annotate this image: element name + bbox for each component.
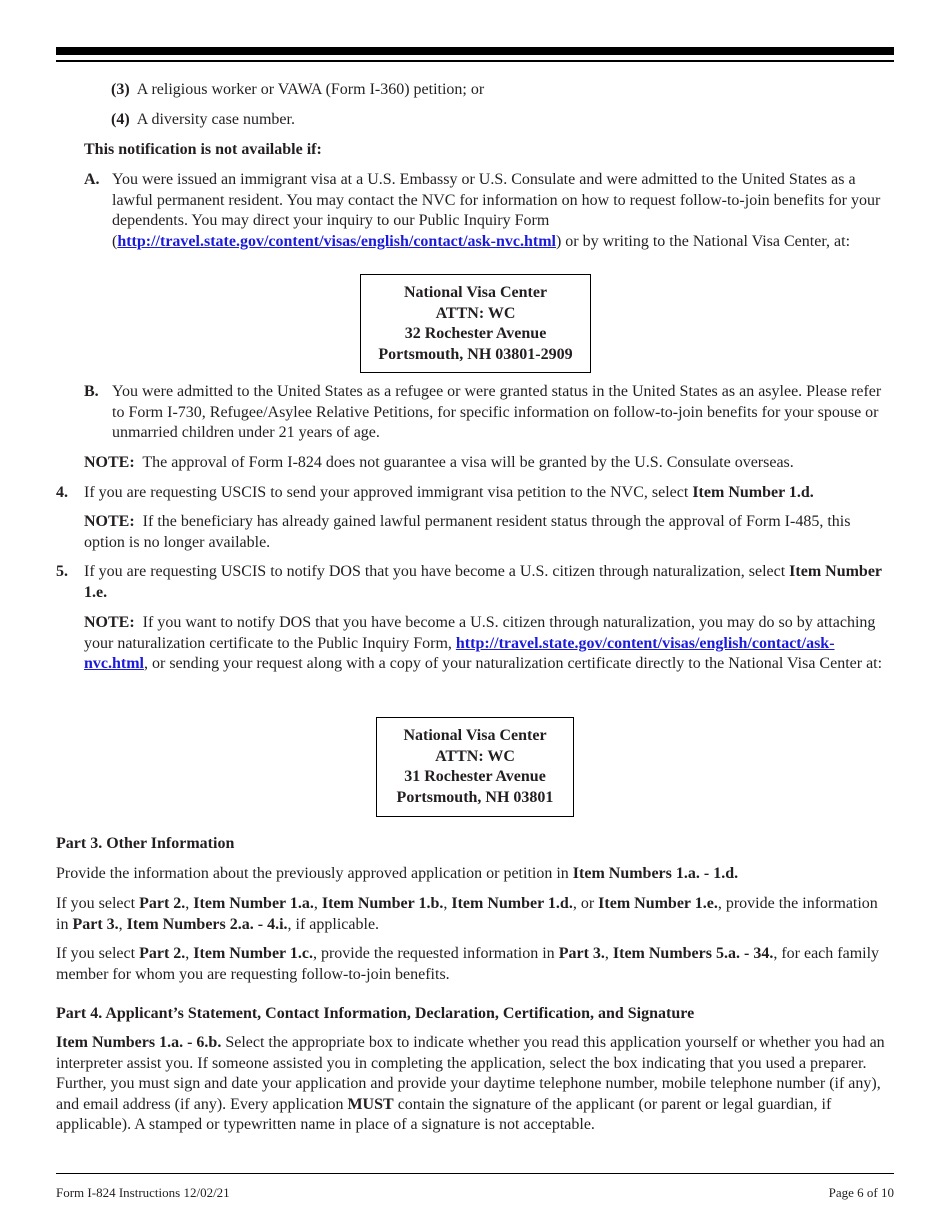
note-2-text: If the beneficiary has already gained lawful permanent resident status through the approval of Form I-485, this option is no longer available. — [84, 513, 851, 551]
p2-t8: , if applicable. — [287, 915, 380, 933]
footer-rule — [56, 1173, 894, 1174]
p2-b1: Part 2. — [139, 895, 186, 912]
p2-t1: If you select — [56, 895, 140, 912]
part-4-text-1: Select the appropriate box to indicate whether you read this application yourself or whether you had an interpreter assist you. If someone assisted you in completing the application, select the box indicating that you used a preparer. Further, you must sign and date your application and provide your daytime telephone number, mobile telephone number (if any), and email address (if any). Every application — [56, 1034, 885, 1113]
part-3-p1-bold: Item Numbers 1.a. - 1.d. — [572, 865, 739, 882]
item-a-text — [112, 170, 894, 252]
p3-t4: , — [604, 945, 613, 962]
p3-b2: Item Number 1.c. — [193, 945, 313, 962]
item-4-text-bold: Item Number 1.d. — [692, 484, 814, 501]
address-1-line-4: Portsmouth, NH 03801-2909 — [378, 345, 573, 363]
address-box-1 — [360, 274, 591, 373]
note-1-label: NOTE: — [84, 454, 135, 471]
list-item-4-text: A diversity case number. — [136, 111, 295, 128]
not-available-heading: This notification is not available if: — [84, 141, 322, 158]
list-item-3-label: (3) — [111, 81, 130, 98]
address-2-line-3: 31 Rochester Avenue — [404, 768, 546, 785]
address-2-line-1: National Visa Center — [403, 727, 547, 744]
p2-b6: Part 3. — [72, 915, 119, 933]
p2-t3: , — [313, 895, 322, 912]
p3-t2: , — [185, 945, 194, 962]
footer-page-number: Page 6 of 10 — [828, 1185, 894, 1200]
p3-b4: Item Numbers 5.a. - 34. — [612, 945, 774, 962]
ask-nvc-link-2[interactable]: http://travel.state.gov/content/visas/english/contact/ask-nvc.html — [84, 634, 835, 672]
list-item-4-label: (4) — [111, 111, 130, 128]
note-2-label: NOTE: — [84, 513, 135, 530]
item-a-label: A. — [84, 171, 100, 188]
note-3-label: NOTE: — [84, 614, 135, 631]
address-1-line-1: National Visa Center — [403, 284, 548, 301]
p2-b2: Item Number 1.a. — [193, 895, 314, 912]
item-4-text — [84, 483, 894, 504]
item-5-text-plain: If you are requesting USCIS to notify DOS that you have become a U.S. citizen through naturalization, select — [84, 563, 790, 580]
ask-nvc-link-1[interactable]: http://travel.state.gov/content/visas/english/contact/ask-nvc.html — [117, 232, 556, 250]
part-3-paragraph-2 — [56, 894, 894, 935]
part-4-must: MUST — [347, 1095, 394, 1113]
p2-t6: , provide the information in — [56, 895, 878, 933]
part-4-text-2: contain the signature of the applicant (or parent or legal guardian, if applicable). A stamped or typewritten name in place of a signature is not acceptable. — [56, 1095, 832, 1133]
p2-t2: , — [185, 895, 194, 912]
address-box-2 — [376, 717, 574, 817]
p2-t5: , or — [572, 895, 599, 912]
part-4-lead-bold: Item Numbers 1.a. - 6.b. — [56, 1034, 222, 1051]
footer-form-id: Form I-824 Instructions 12/02/21 — [56, 1185, 230, 1200]
address-1-line-3: 32 Rochester Avenue — [404, 325, 547, 342]
part-3-paragraph-1 — [56, 864, 894, 885]
item-4-label: 4. — [56, 484, 68, 501]
p3-t1: If you select — [56, 945, 140, 962]
note-3-text-2: , or sending your request along with a copy of your naturalization certificate directly to the National Visa Center at: — [144, 655, 883, 672]
item-4-text-plain: If you are requesting USCIS to send your approved immigrant visa petition to the NVC, select — [84, 484, 693, 501]
list-item-3 — [111, 80, 901, 101]
part-3-p1-text: Provide the information about the previously approved application or petition in — [56, 865, 573, 882]
note-3 — [84, 613, 894, 675]
address-2-line-4: Portsmouth, NH 03801 — [396, 788, 554, 806]
address-1-line-2: ATTN: WC — [435, 304, 516, 322]
item-5-label: 5. — [56, 563, 68, 580]
item-a-text-2: ) or by writing to the National Visa Center, at: — [555, 232, 851, 250]
item-b-label: B. — [84, 383, 99, 400]
address-2-line-2: ATTN: WC — [435, 747, 515, 765]
p3-b1: Part 2. — [139, 945, 186, 962]
p2-t7: , — [118, 915, 127, 933]
p2-t4: , — [443, 895, 452, 912]
list-item-3-text: A religious worker or VAWA (Form I-360) petition; or — [136, 81, 485, 98]
p2-b7: Item Numbers 2.a. - 4.i. — [126, 915, 288, 933]
item-5-text-bold: Item Number 1.e. — [84, 563, 882, 601]
item-a-text-1: You were issued an immigrant visa at a U.S. Embassy or U.S. Consulate and were admitted to the United States as a lawful permanent resident. You may contact the NVC for information on how to request follow-to-join benefits for your dependents. You may direct your inquiry to our Public Inquiry Form ( — [112, 171, 881, 250]
note-2 — [84, 512, 894, 553]
item-b-text: You were admitted to the United States as a refugee or were granted status in the United States as an asylee. Please refer to Form I-730, Refugee/Asylee Relative Petitions, for specific information on follow-to-join benefits for your spouse or unmarried children under 21 years of age. — [112, 383, 882, 441]
header-rule-thin — [56, 60, 894, 62]
p2-b3: Item Number 1.b. — [321, 895, 444, 912]
header-rule-thick — [56, 47, 894, 55]
part-4-heading: Part 4. Applicant’s Statement, Contact Information, Declaration, Certification, and Signature — [56, 1005, 695, 1022]
p3-t3: , provide the requested information in — [312, 945, 559, 962]
note-1 — [84, 453, 894, 474]
item-5-text — [84, 562, 894, 603]
part-4-paragraph — [56, 1033, 894, 1136]
note-3-text-1: If you want to notify DOS that you have become a U.S. citizen through naturalization, you may do so by attaching your naturalization certificate to the Public Inquiry Form, — [84, 614, 876, 652]
list-item-4 — [111, 110, 901, 131]
p3-b3: Part 3. — [558, 945, 605, 962]
part-3-heading: Part 3. Other Information — [56, 835, 235, 852]
p2-b5: Item Number 1.e. — [598, 895, 718, 912]
p2-b4: Item Number 1.d. — [451, 895, 573, 912]
note-1-text: The approval of Form I-824 does not guarantee a visa will be granted by the U.S. Consulate overseas. — [142, 454, 794, 471]
p3-t5: , for each family member for whom you are requesting follow-to-join benefits. — [56, 945, 880, 983]
part-3-paragraph-3 — [56, 944, 894, 985]
